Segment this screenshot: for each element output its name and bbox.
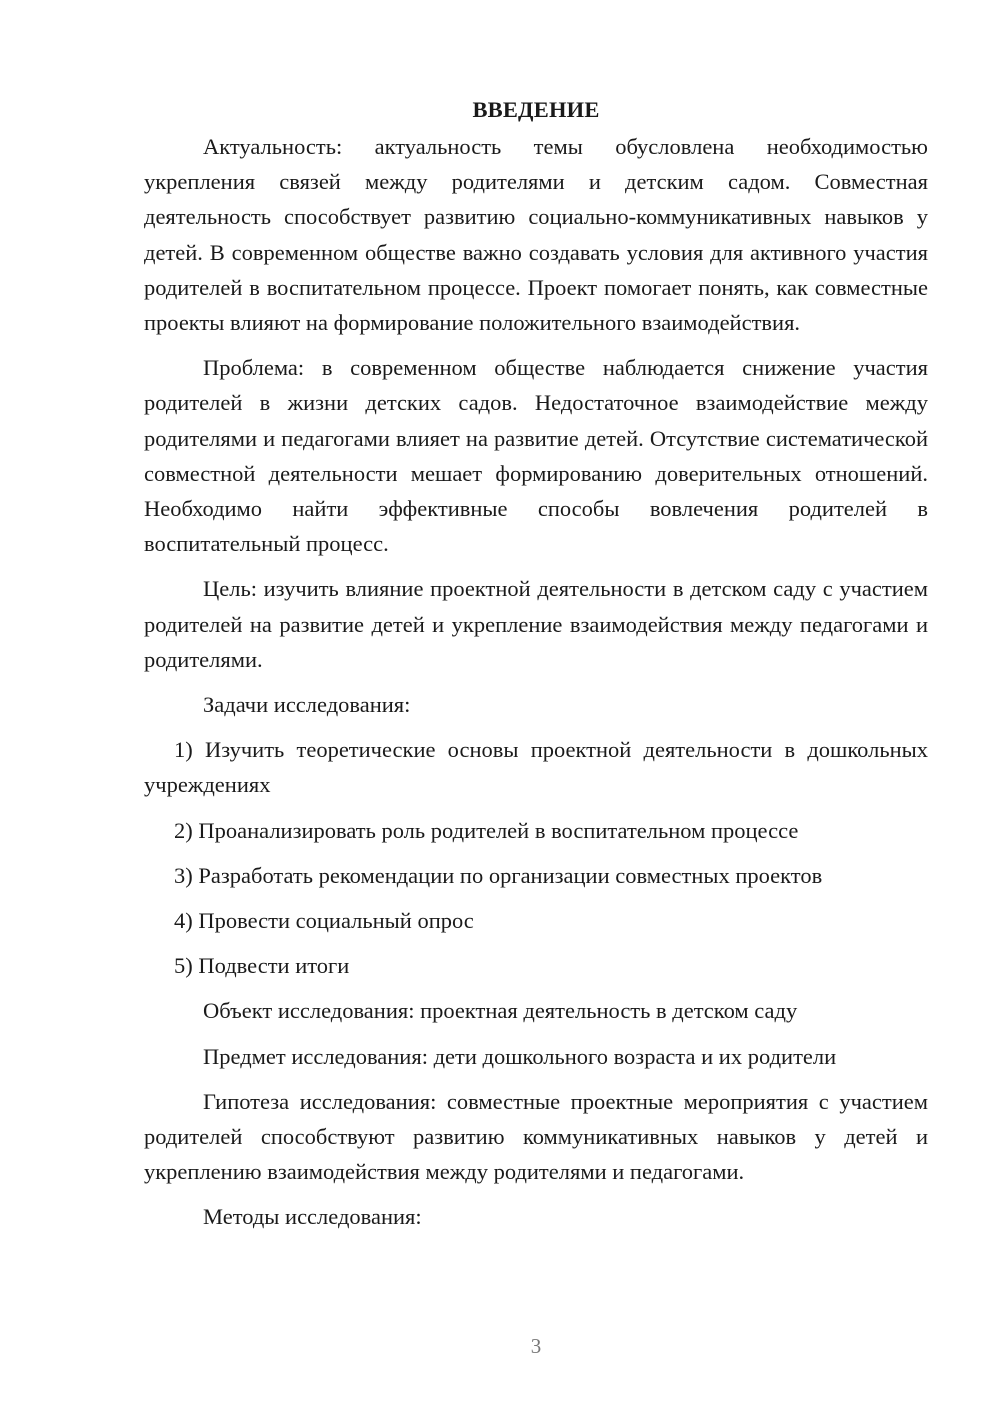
paragraph-hypothesis: Гипотеза исследования: совместные проектные мероприятия с участием родителей способствуют развитию коммуникативных навыков у детей и укреплению взаимодействия между родителями и педагогами.	[144, 1088, 928, 1185]
tasks-heading: Задачи исследования:	[203, 692, 411, 718]
document-page	[144, 92, 928, 1245]
task-item-3: 3) Разработать рекомендации по организации совместных проектов	[174, 862, 823, 888]
task-item-5: 5) Подвести итоги	[174, 953, 350, 979]
paragraph-goal: Цель: изучить влияние проектной деятельности в детском саду с участием родителей на развитие детей и укрепление взаимодействия между педагогами и родителями.	[144, 576, 928, 672]
paragraph-relevance: Актуальность: актуальность темы обусловлена необходимостью укрепления связей между родителями и детским садом. Совместная деятельность способствует развитию социально-коммуникативных навыков у детей. В современном обществе важно создавать условия для активного участия родителей в воспитательном процессе. Проект помогает понять, как совместные проекты влияют на формирование положительного взаимодействия.	[144, 134, 928, 336]
page-title: ВВЕДЕНИЕ	[472, 97, 600, 122]
task-item-2: 2) Проанализировать роль родителей в воспитательном процессе	[174, 817, 799, 843]
research-subject: Предмет исследования: дети дошкольного возраста и их родители	[203, 1043, 837, 1069]
methods-heading: Методы исследования:	[203, 1204, 422, 1230]
task-item-4: 4) Провести социальный опрос	[174, 908, 474, 934]
paragraph-problem: Проблема: в современном обществе наблюдается снижение участия родителей в жизни детских садов. Недостаточное взаимодействие между родителями и педагогами влияет на развитие детей. Отсутствие систематической совместной деятельности мешает формированию доверительных отношений. Необходимо найти эффективные способы вовлечения родителей в воспитательный процесс.	[144, 355, 928, 557]
research-object: Объект исследования: проектная деятельность в детском саду	[203, 998, 798, 1024]
task-item-1: 1) Изучить теоретические основы проектной деятельности в дошкольных учреждениях	[144, 737, 928, 798]
page-number: 3	[530, 1334, 542, 1358]
